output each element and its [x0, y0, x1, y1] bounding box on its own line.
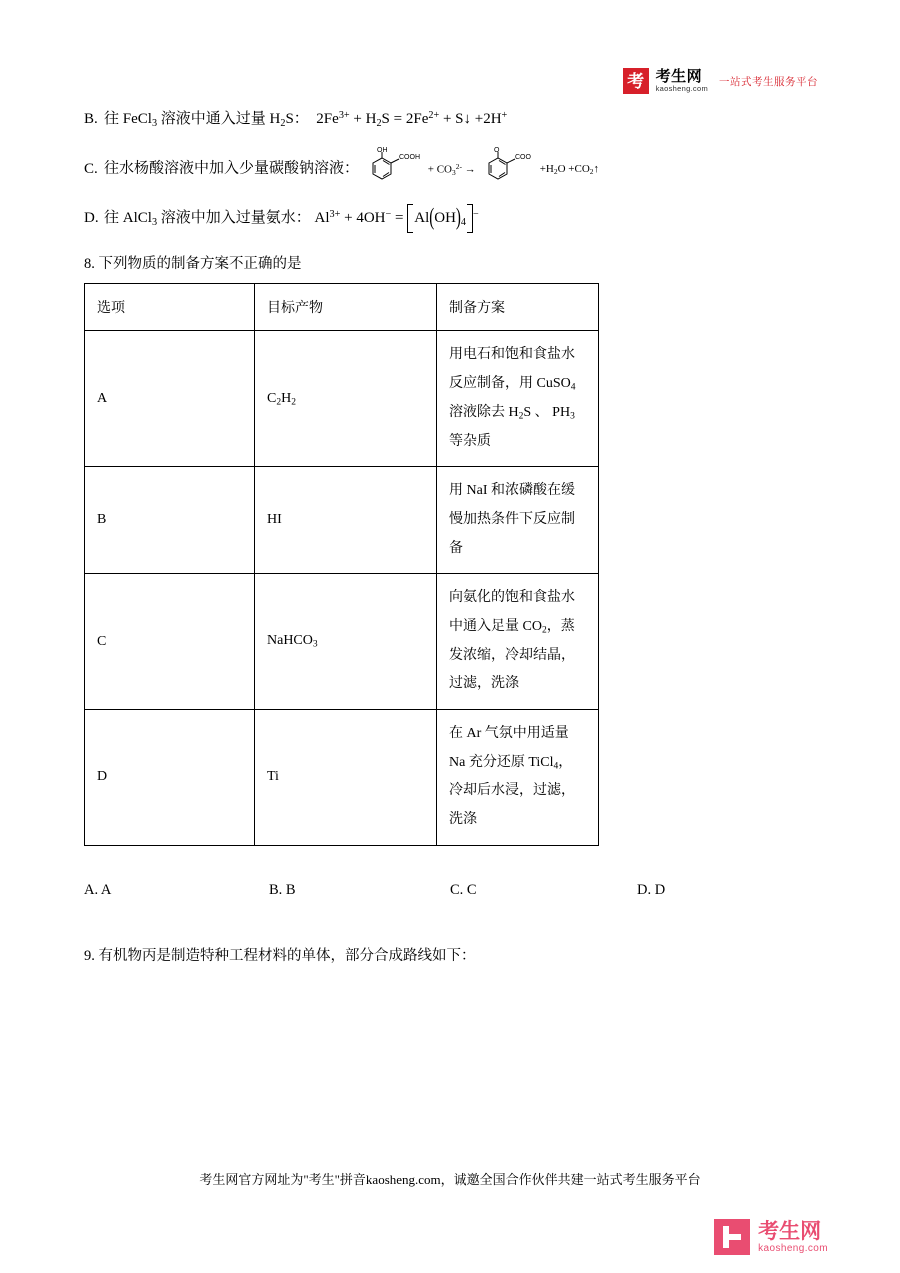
svg-text:COO: COO [514, 154, 531, 162]
answer-choice-d[interactable]: D. D [637, 881, 666, 898]
table-header-option: 选项 [85, 284, 255, 331]
watermark-name: 考生网 [758, 1219, 822, 1243]
row-a-option: A [85, 331, 255, 467]
option-b-label: B. [84, 111, 98, 128]
row-d-product: Ti [255, 710, 437, 846]
footer-note: 考生网官方网址为"考生"拼音kaosheng.com，诚邀全国合作伙伴共建一站式考生服务平台 [199, 1172, 701, 1187]
table-row [85, 574, 599, 710]
watermark-url: kaosheng.com [758, 1243, 828, 1255]
watermark-text [758, 1220, 828, 1254]
row-d-scheme: 在 Ar 气氛中用适量 Na 充分还原 TiCl$_4$， 冷却后水浸，过滤， 洗涤 [437, 710, 599, 846]
question-9 [84, 944, 819, 965]
document-content [84, 108, 819, 965]
option-b-line [84, 108, 819, 131]
question-8-number: 8. [84, 256, 95, 273]
watermark-mark-icon [714, 1219, 750, 1255]
site-logo [623, 68, 818, 94]
chem-term-carbonate: + $CO_3^{2-}$ → [427, 161, 476, 177]
salicylic-acid-svg [363, 147, 425, 191]
row-c-option: C [85, 574, 255, 710]
option-c-line [84, 147, 819, 191]
row-c-product: NaHCO$_3$ [255, 574, 437, 710]
preparation-table [84, 283, 599, 845]
question-9-number: 9. [84, 947, 95, 964]
option-d-body: 往 AlCl$_3$ 溶液中加入过量氨水： $Al^{3+} + 4OH^- = Al(OH)_4^-$ [104, 205, 479, 231]
table-header-product: 目标产物 [255, 284, 437, 331]
chem-structure-salicylic-acid [363, 147, 599, 191]
row-a-scheme: 用电石和饱和食盐水 反应制备，用 CuSO$_4$ 溶液除去 $H_2S$ 、 $PH_3$ 等杂质 [437, 331, 599, 467]
row-b-product: HI [255, 467, 437, 574]
question-8-text: 下列物质的制备方案不正确的是 [98, 256, 302, 273]
table-row [85, 467, 599, 574]
row-d-option: D [85, 710, 255, 846]
option-d-line [84, 207, 819, 230]
table-header-scheme: 制备方案 [437, 284, 599, 331]
scheme-line: 备 [449, 540, 463, 556]
option-c-label: C. [84, 160, 98, 177]
scheme-line: 慢加热条件下反应制 [449, 511, 575, 527]
scheme-line: 用 NaI 和浓磷酸在缓 [449, 483, 575, 499]
option-c-body: 往水杨酸溶液中加入少量碳酸钠溶液： OH COOH + $CO_3^{2-}$ → O COO $+H_2O$ $+CO_2↑$ [104, 147, 819, 191]
answer-choice-c[interactable]: C. C [450, 881, 477, 898]
option-d-label: D. [84, 210, 99, 227]
row-b-scheme [437, 467, 599, 574]
logo-name: 考生网 [655, 68, 703, 86]
row-c-scheme: 向氨化的饱和食盐水 中通入足量 $CO_2$，蒸 发浓缩，冷却结晶， 过滤，洗涤 [437, 574, 599, 710]
table-row [85, 331, 599, 467]
option-b-body: 往 FeCl$_3$ 溶液中通入过量 $H_2S$： $2Fe^{3+} + H_2S = 2Fe^{2+}$ + S↓ +2H+ [104, 110, 508, 129]
svg-text:COOH: COOH [398, 154, 420, 162]
salicylate-svg [479, 147, 537, 191]
svg-text:O: O [493, 147, 500, 155]
question-9-text: 有机物丙是制造特种工程材料的单体，部分合成路线如下： [98, 947, 476, 964]
row-a-product: $C_2H_2$ [255, 331, 437, 467]
table-header-row [85, 284, 599, 331]
answer-choice-a[interactable]: A. A [84, 881, 112, 898]
table-row [85, 710, 599, 846]
row-b-option: B [85, 467, 255, 574]
logo-url: kaosheng.com [655, 83, 708, 93]
answer-choices [84, 882, 819, 902]
question-8 [84, 252, 819, 273]
svg-text:OH: OH [376, 147, 388, 155]
logo-mark-icon: 考 [623, 68, 649, 94]
chem-term-products: $+H_2O$ $+CO_2↑$ [539, 162, 600, 177]
chem-bracket-complex: $Al(OH)_4$ [407, 207, 473, 230]
watermark-logo [714, 1219, 828, 1255]
answer-choice-b[interactable]: B. B [269, 881, 296, 898]
logo-text [656, 69, 708, 93]
logo-slogan: 一站式考生服务平台 [719, 75, 818, 88]
